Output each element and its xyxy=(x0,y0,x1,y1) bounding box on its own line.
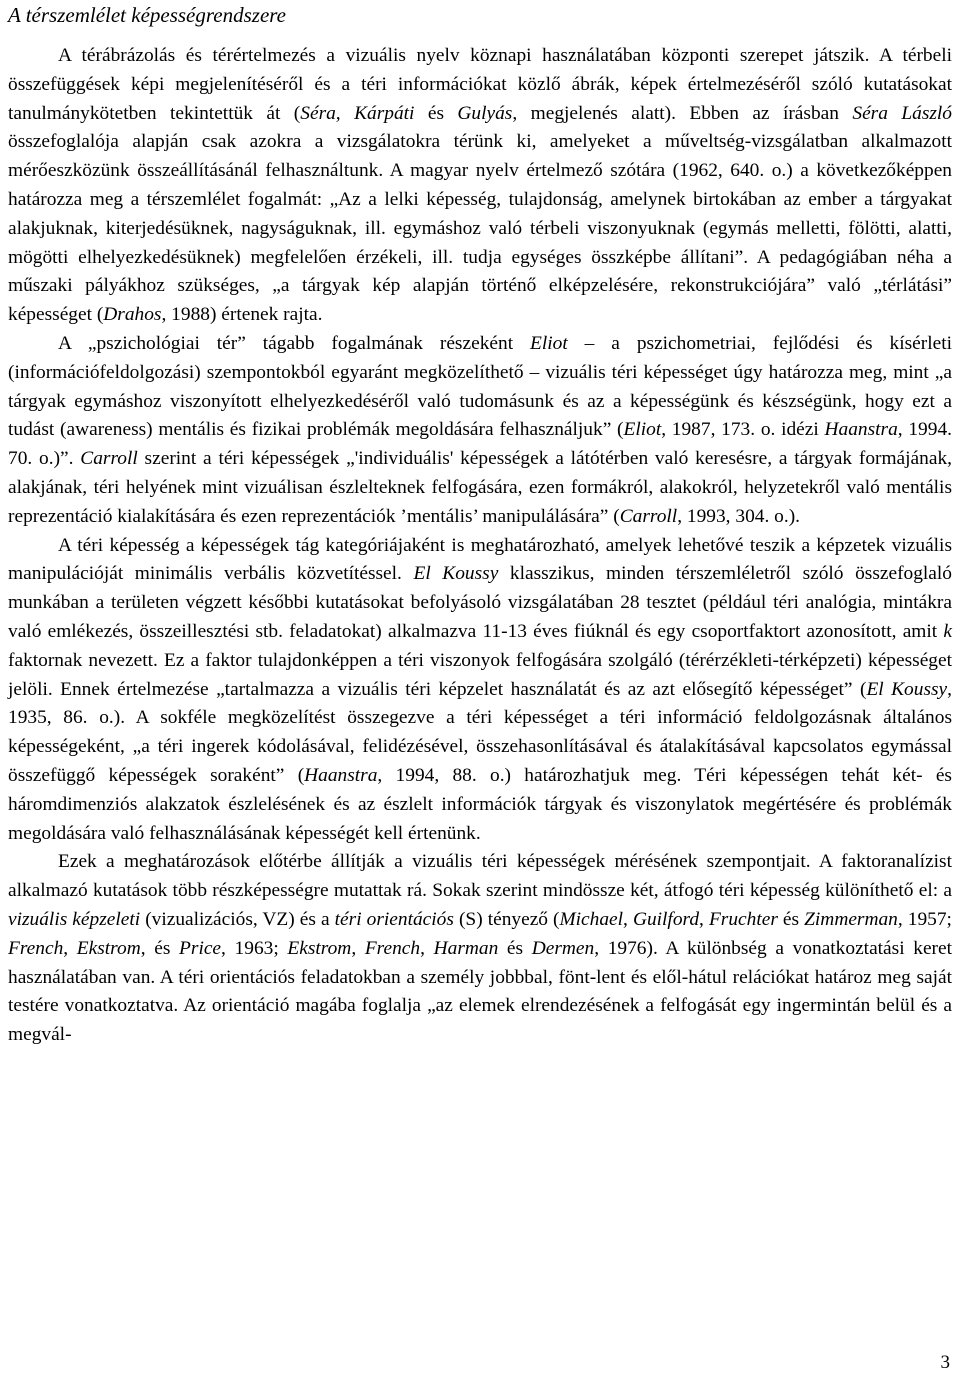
italic-text-run: Price xyxy=(179,937,222,959)
text-run: , xyxy=(63,937,77,959)
italic-text-run: Gulyás xyxy=(457,102,513,124)
text-run: A téri képesség a képességek tág kategóriájaként is meghatározható, amelyek lehetővé teszik a képzetek vizuális manipulációját minimális verbális közvetítéssel. xyxy=(8,534,952,585)
text-run: , 1957; xyxy=(897,908,952,930)
text-run: , 1935, 86. o.). A sokféle megközelítést összegezve a téri képességet a téri információ feldolgozásnak általános képességeként, „a téri ingerek kódolásával, felidézésével, összehasonlításával és átalakításával kapcsolatos egymással összefüggő képességek soraként” ( xyxy=(8,678,952,786)
italic-text-run: Séra, Kárpáti xyxy=(300,102,415,124)
italic-text-run: El Koussy xyxy=(413,563,499,585)
text-run: klasszikus, minden térszemléletről szóló összefoglaló munkában a területen végzett későbbi kutatásokat befolyásoló vizsgálatában 28 tesztet (például téri analógia, mintákra való emlékezés, összeillesztési stb. feladatokat) alkalmazva 11-13 éves fiúknál és egy csoportfaktort azonosított, amit xyxy=(8,563,952,642)
italic-text-run: Guilford xyxy=(632,908,700,930)
italic-text-run: Carroll xyxy=(619,505,678,527)
text-run: A térábrázolás és térértelmezés a vizuális nyelv köznapi használatában központi szerepet játszik. A térbeli összefüggések képi megjelenítéséről és a téri információkat közlő ábrák, képek értelmezéséről szóló kutatásokat tanulmánykötetben tekintettük át ( xyxy=(8,45,952,124)
text-run: , xyxy=(420,937,434,959)
text-run: , 1994, 88. o.) határozhatjuk meg. Téri képességen tehát két- és háromdimenziós alakzatok észlelésének és az észlelt információk tárgyak és viszonylatok megértésére és problémák megoldására való felhasználásának képességét kell értenünk. xyxy=(8,764,952,844)
text-run: , xyxy=(699,908,709,930)
italic-text-run: Carroll xyxy=(80,448,138,470)
text-run: (vizualizációs, VZ) és a xyxy=(140,908,335,930)
text-run: (S) tényező ( xyxy=(453,908,560,930)
text-run: , 1963; xyxy=(221,937,288,959)
text-run: faktornak nevezett. Ez a faktor tulajdonképpen a téri viszonyok felfogására szolgáló (térérzékleti-térképzeti) képességet jelöli. Ennek értelmezése „tartalmazza a vizuális téri képzelet használatát és az azt elősegítő képességet” ( xyxy=(8,649,952,700)
italic-text-run: Drahos xyxy=(103,304,162,326)
text-run: , 1987, 173. o. idézi xyxy=(661,419,825,441)
text-run: és xyxy=(414,102,458,124)
italic-text-run: vizuális képzeleti xyxy=(8,908,141,930)
italic-text-run: Eliot xyxy=(530,332,568,354)
italic-text-run: Michael xyxy=(559,908,624,930)
italic-text-run: Harman xyxy=(433,937,499,959)
text-run: , 1994. 70. o.)”. xyxy=(8,419,952,470)
text-run: és xyxy=(777,908,805,930)
page-number: 3 xyxy=(940,1352,950,1373)
section-heading: A térszemlélet képességrendszere xyxy=(8,3,286,27)
text-run: , 1988) értenek rajta. xyxy=(161,304,323,326)
text-run: összefoglalója alapján csak azokra a vizsgálatokra térünk ki, amelyeket a műveltség-vizsgálatban alkalmazott mérőeszközünk összeállításánál felhasználtunk. A magyar nyelv értelmező szótára (1962, 640. o.) a következőképpen határozza meg a térszemlélet fogalmát: „Az a lelki képesség, tulajdonság, amelynek birtokában az ember a tárgyakat alakjuknak, kiterjedésüknek, nagyságuknak, ill. egymáshoz való térbeli viszonyuknak (egymás melletti, fölötti, alatti, mögötti elhelyezkedésüknek) megfelelően érzékeli, ill. tudja egységes összképbe állítani”. A pedagógiában néha a műszaki pályákhoz szükséges, „a tárgyak kép alapján történő elképzelésére, rekonstrukciójára” való „térlátási” képességet ( xyxy=(8,131,952,326)
italic-text-run: k xyxy=(943,620,952,642)
italic-text-run: Dermen xyxy=(531,937,595,959)
text-run: szerint a téri képességek „'individuális' képességek a látótérben való keresésre, a tárgyak formájának, alakjának, téri helyének mint vizuálisan észlelteknek felfogására, ezen formákról, alakokról, helyzetekről való mentális reprezentáció kialakítására és ezen reprezentációk ’mentális’ manipulálására” ( xyxy=(8,448,952,527)
paragraph xyxy=(8,848,952,1050)
italic-text-run: Zimmerman xyxy=(804,908,898,930)
italic-text-run: French xyxy=(8,937,64,959)
italic-text-run: Séra László xyxy=(852,102,952,124)
italic-text-run: Haanstra xyxy=(824,419,898,441)
paragraph xyxy=(8,42,952,330)
text-run: , megjelenés alatt). Ebben az írásban xyxy=(512,102,853,124)
italic-text-run: El Koussy xyxy=(866,678,948,700)
text-run: , és xyxy=(140,937,180,959)
italic-text-run: Ekstrom xyxy=(287,937,352,959)
text-run: , xyxy=(351,937,365,959)
italic-text-run: Fruchter xyxy=(708,908,778,930)
document-page xyxy=(8,0,952,1050)
text-run: A „pszichológiai tér” tágabb fogalmának részeként xyxy=(58,332,531,354)
italic-text-run: Haanstra xyxy=(304,764,378,786)
italic-text-run: French xyxy=(364,937,421,959)
italic-text-run: Eliot xyxy=(623,419,662,441)
text-run: , 1976). A különbség a vonatkoztatási keret használatában van. A téri orientációs feladatokban a személy jobbbal, fönt-lent és elől-hátul relációkat határoz meg saját testére vonatkoztatva. Az orientáció magába foglalja „az elemek elrendezésének a felfogását egy ingermintán belül és a megvál- xyxy=(8,937,953,1046)
text-run: – a pszichometriai, fejlődési és kísérleti (információfeldolgozási) szempontokból egyaránt megközelíthető – vizuális téri képességet úgy határozza meg, mint „a tárgyak egymáshoz viszonyított elhelyezkedéséről való tudomásunk és az a képességünk és készségünk, hogy ezt a tudást (awareness) mentális és fizikai problémák megoldására felhasználjuk” ( xyxy=(8,332,952,441)
italic-text-run: téri orientációs xyxy=(334,908,454,930)
paragraph xyxy=(8,330,952,532)
text-run: , 1993, 304. o.). xyxy=(677,505,801,527)
text-run: , xyxy=(623,908,633,930)
text-run: és xyxy=(498,937,532,959)
italic-text-run: Ekstrom xyxy=(76,937,141,959)
paragraph xyxy=(8,532,952,849)
text-run: Ezek a meghatározások előtérbe állítják a vizuális téri képességek mérésének szempontjait. A faktoranalízist alkalmazó kutatások több részképességre mutattak rá. Sokak szerint mindössze két, átfogó téri képesség különíthető el: a xyxy=(8,851,952,902)
